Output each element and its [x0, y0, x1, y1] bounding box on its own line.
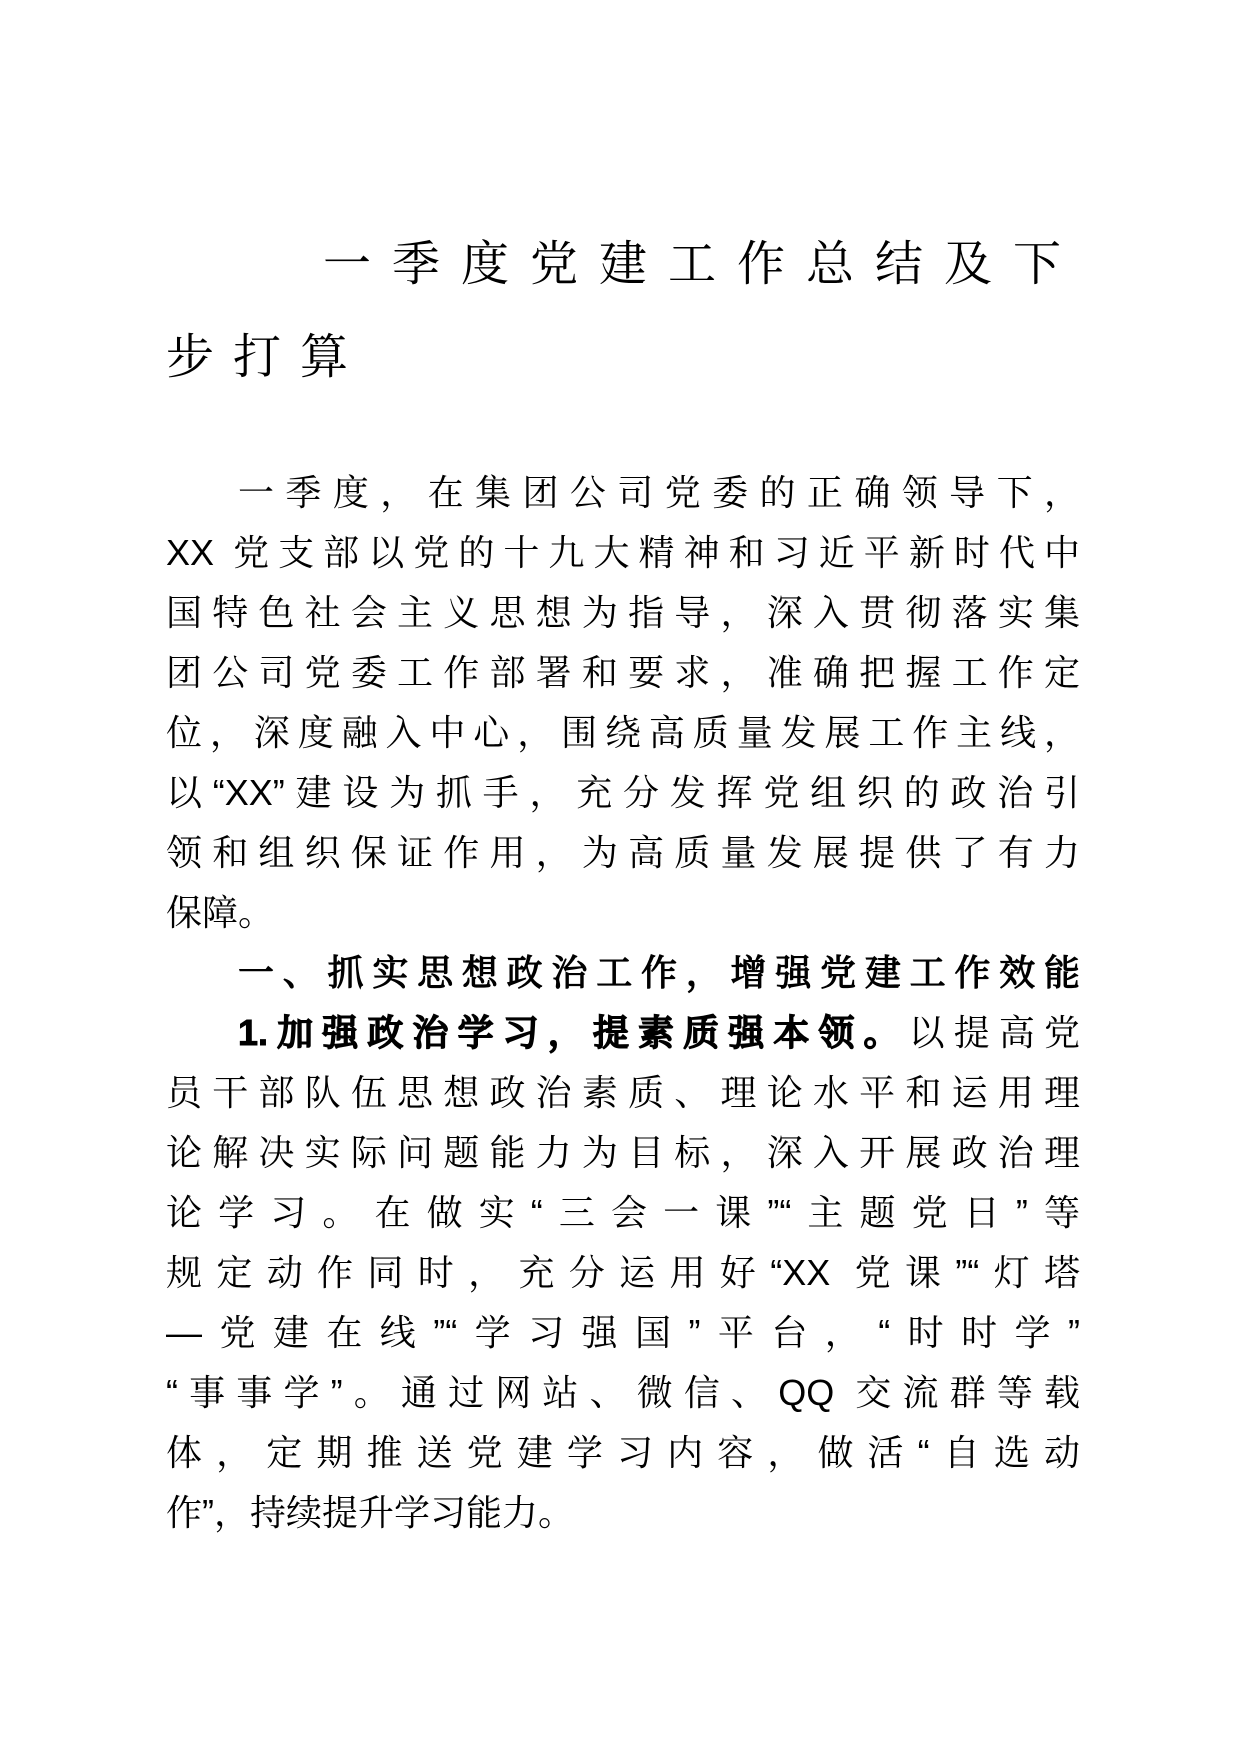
text-segment: 一季度党建工作总结及下 — [323, 238, 1080, 291]
text-segment: 步打算 — [166, 331, 368, 384]
document-body — [166, 463, 1080, 1543]
text-segment: 规定动作同时，充分运用好“XX 党课”“灯塔 — [166, 1252, 1080, 1293]
body-line — [166, 883, 1080, 943]
text-segment: 保障。 — [166, 892, 275, 933]
document-content — [166, 218, 1080, 1543]
text-segment: 体，定期推送党建学习内容，做活“自选动 — [166, 1432, 1080, 1473]
text-segment: 论解决实际问题能力为目标，深入开展政治理 — [166, 1132, 1080, 1173]
text-segment: 一、抓实思想政治工作，增强党建工作效能 — [238, 952, 1080, 993]
text-segment: 国特色社会主义思想为指导，深入贯彻落实集 — [166, 592, 1080, 633]
text-segment: 领和组织保证作用，为高质量发展提供了有力 — [166, 832, 1080, 873]
body-line — [166, 1063, 1080, 1123]
body-line — [166, 523, 1080, 583]
text-segment: “事事学”。通过网站、微信、QQ 交流群等载 — [166, 1372, 1080, 1413]
body-line — [166, 463, 1080, 523]
body-line — [166, 1183, 1080, 1243]
body-line — [166, 1303, 1080, 1363]
text-segment: 作”，持续提升学习能力。 — [166, 1492, 574, 1533]
text-segment: 以“XX”建设为抓手，充分发挥党组织的政治引 — [166, 772, 1080, 813]
text-segment: 员干部队伍思想政治素质、理论水平和运用理 — [166, 1072, 1080, 1113]
document-title — [166, 218, 1080, 404]
text-segment: XX 党支部以党的十九大精神和习近平新时代中 — [166, 532, 1080, 573]
text-segment: 论学习。在做实“三会一课”“主题党日”等 — [166, 1192, 1080, 1233]
body-line — [166, 1423, 1080, 1483]
body-line — [166, 1483, 1080, 1543]
body-line — [166, 703, 1080, 763]
text-segment: —党建在线”“学习强国”平台，“时时学” — [166, 1312, 1080, 1353]
title-line — [166, 218, 1080, 311]
body-line — [166, 1243, 1080, 1303]
body-line — [166, 1003, 1080, 1063]
title-line — [166, 311, 1080, 404]
body-line — [166, 823, 1080, 883]
body-line — [166, 1363, 1080, 1423]
body-line — [166, 583, 1080, 643]
body-line — [166, 1123, 1080, 1183]
bold-lead-segment: 1.加强政治学习，提素质强本领。 — [238, 1012, 909, 1053]
text-segment: 团公司党委工作部署和要求，准确把握工作定 — [166, 652, 1080, 693]
text-segment: 一季度，在集团公司党委的正确领导下， — [238, 472, 1080, 513]
text-segment: 以提高党 — [908, 1012, 1080, 1053]
body-line — [166, 763, 1080, 823]
heading-line — [166, 943, 1080, 1003]
body-line — [166, 643, 1080, 703]
text-segment: 位，深度融入中心，围绕高质量发展工作主线， — [166, 712, 1080, 753]
